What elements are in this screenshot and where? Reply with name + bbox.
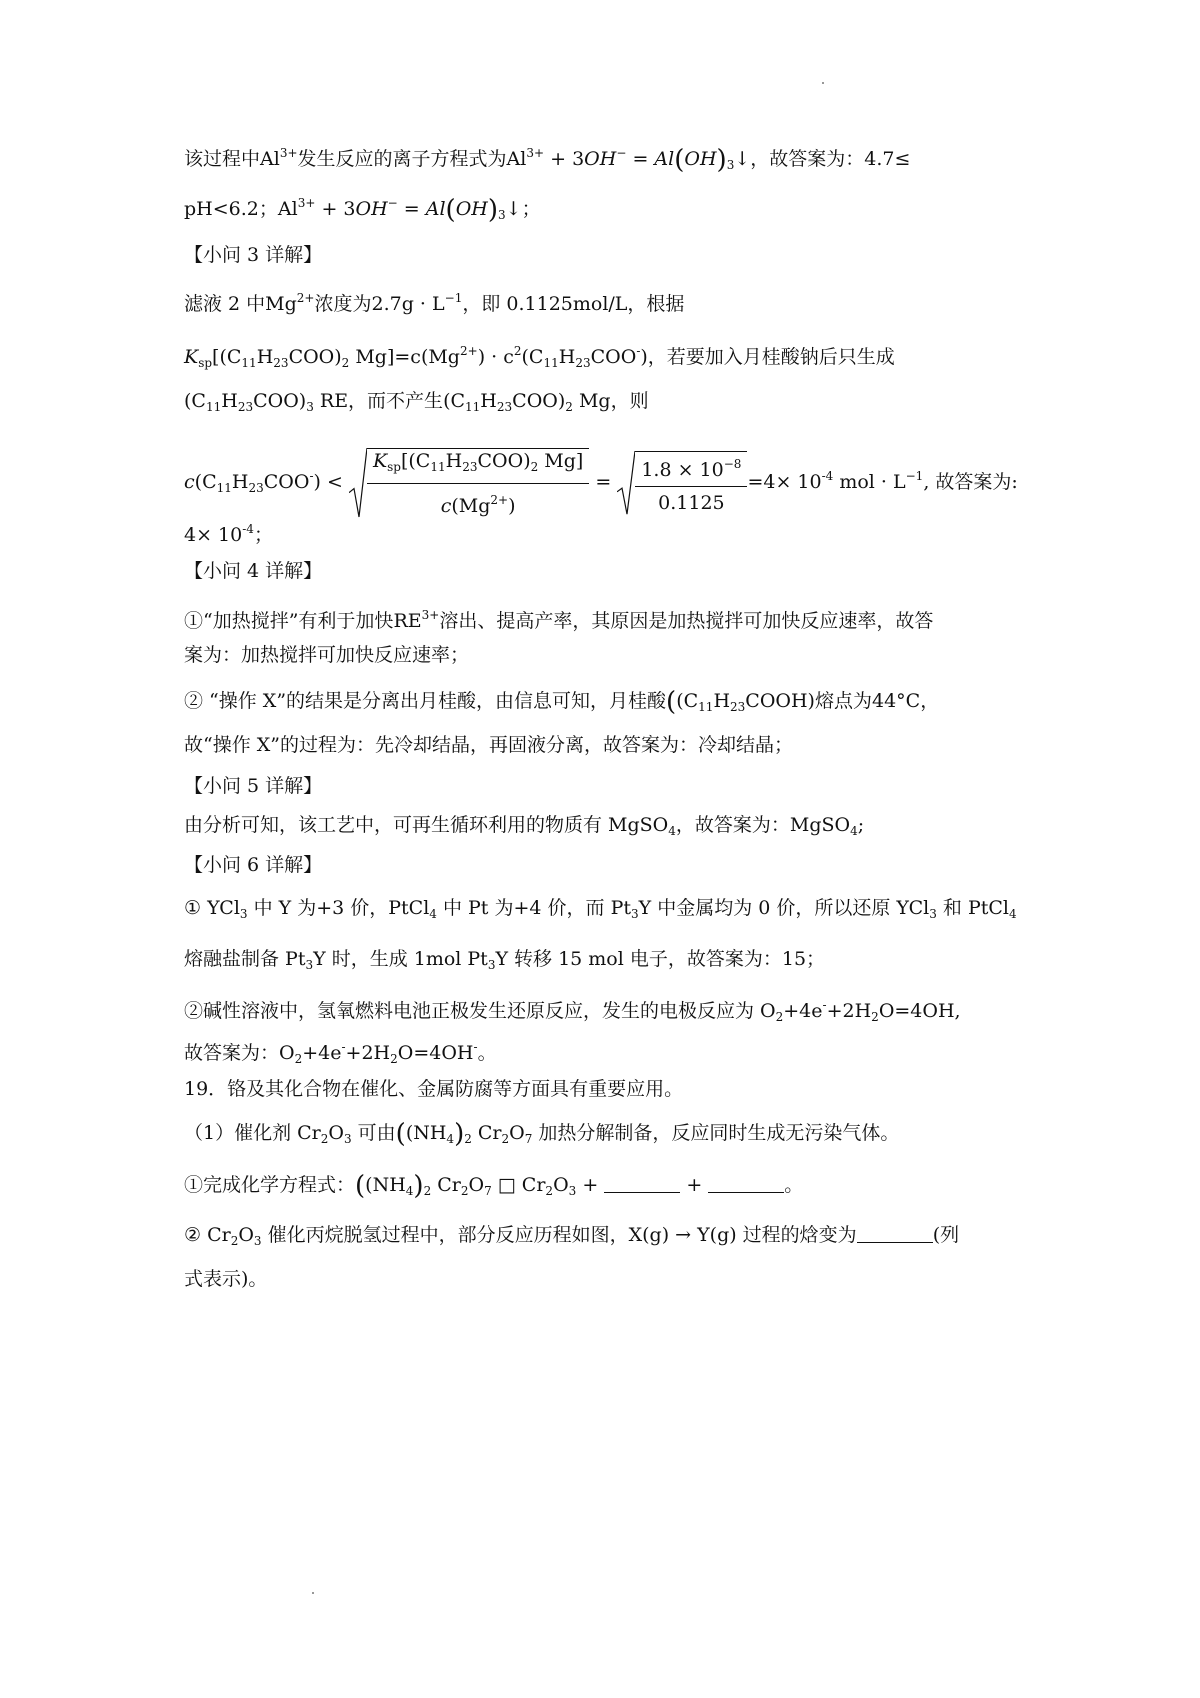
answer-blank-1[interactable] (604, 1174, 680, 1193)
answer-blank-2[interactable] (708, 1174, 784, 1193)
line-answer-rate: 案为：加热搅拌可加快反应速率； (184, 644, 470, 666)
line-operation-x: ② “操作 X”的结果是分离出月桂酸，由信息可知，月桂酸($(C_{11}H_{23}COOH)$熔点为44°C， (184, 687, 940, 717)
question-19: 19．铬及其化合物在催化、金属防腐等方面具有重要应用。 (184, 1078, 684, 1100)
answer-blank-enthalpy[interactable] (857, 1224, 933, 1243)
heading-q6: 【小问 6 详解】 (184, 854, 323, 876)
equation-box: □ (497, 1174, 516, 1196)
line-heating-stirring: ①“加热搅拌”有利于加快$RE^{3+}$溶出、提高产率，其原因是加热搅拌可加快反应速率，故答 (184, 608, 934, 632)
line-catalyst-cr2o3: （1）催化剂 $Cr_2O_3$ 可由($(NH_4)_2$ $Cr_2O_7$ 加热分解制备，反应同时生成无污染气体。 (184, 1119, 900, 1149)
line-pt3y: 熔融盐制备 $Pt_3Y$ 时，生成 1mol $Pt_3Y$ 转移 15 mol 电子，故答案为：15； (184, 948, 826, 972)
line-answer-electrode: 故答案为：$O_2+4e^-+2H_2O=4OH^-$。 (184, 1040, 497, 1066)
line-mg-concentration: 滤液 2 中$Mg^{2+}$浓度为$2.7g \cdot L^{-1}$，即 0.1125mol/L，根据 (184, 291, 685, 315)
line-ph-answer: pH<6.2；$Al^{3+} + 3OH^-$ = $Al(OH)_3↓$； (184, 195, 541, 225)
top-mark (822, 82, 824, 84)
line-concentration-formula: $c(C_{11}H_{23}COO^-)$ < $\frac{K_{sp}[(C_{11}H_{23}COO)_2 Mg]}{c(Mg^{2+})}$ = $\frac{1.8 \times 10^{-8}}{0.1125}$ $=4\times 10^{-4}$ mol · $L^{-1}$, 故答案为: (184, 449, 1018, 517)
line-answer-4e-4: $4\times 10^{-4}$； (184, 522, 273, 546)
line-re-precipitate: $(C_{11}H_{23}COO)_3$ RE，而不产生$(C_{11}H_{23}COO)_2$ Mg，则 (184, 390, 649, 414)
line-fuel-cell: ②碱性溶液中，氢氧燃料电池正极发生还原反应，发生的电极反应为 $O_2+4e^-+2H_2O=4OH$, (184, 998, 961, 1024)
heading-q3: 【小问 3 详解】 (184, 244, 323, 266)
line-ksp-expression: $K_{sp}[(C_{11}H_{23}COO)_2$ $Mg]=c(Mg^{2+}) \cdot c^2(C_{11}H_{23}COO^-)$，若要加入月桂酸钠后只生成 (184, 344, 895, 370)
line-answer-crystallize: 故“操作 X”的过程为：先冷却结晶，再固液分离，故答案为：冷却结晶； (184, 734, 793, 756)
line-enthalpy-question: ② $Cr_2O_3$ 催化丙烷脱氢过程中，部分反应历程如图，X(g) → Y(g) 过程的焓变为 (列 (184, 1224, 960, 1248)
line-ycl3: ① YCl$_3$ 中 Y 为+3 价，PtCl$_4$ 中 Pt 为+4 价，而 $Pt_3Y$ 中金属均为 0 价，所以还原 YCl$_3$ 和 PtCl$_4$ (184, 897, 1017, 921)
line-complete-equation: ①完成化学方程式：($(NH_4)_2$ $Cr_2O_7$ □ $Cr_2O_3$ + + 。 (184, 1171, 804, 1201)
line-al-reaction: 该过程中$Al^{3+}$发生反应的离子方程式为$Al^{3+} + 3OH^-$ = $Al(OH)_3↓$，故答案为：4.7≤ (184, 145, 911, 175)
radical-ksp: $\frac{K_{sp}[(C_{11}H_{23}COO)_2 Mg]}{c(Mg^{2+})}$ (349, 448, 589, 519)
radical-numeric: $\frac{1.8 \times 10^{-8}}{0.1125}$ (617, 451, 747, 516)
heading-q4: 【小问 4 详解】 (184, 560, 323, 582)
heading-q5: 【小问 5 详解】 (184, 775, 323, 797)
line-mgso4: 由分析可知，该工艺中，可再生循环利用的物质有 MgSO$_4$，故答案为：MgSO$_4$; (184, 814, 865, 838)
line-enthalpy-tail: 式表示)。 (184, 1268, 268, 1290)
bottom-mark (312, 1592, 314, 1594)
